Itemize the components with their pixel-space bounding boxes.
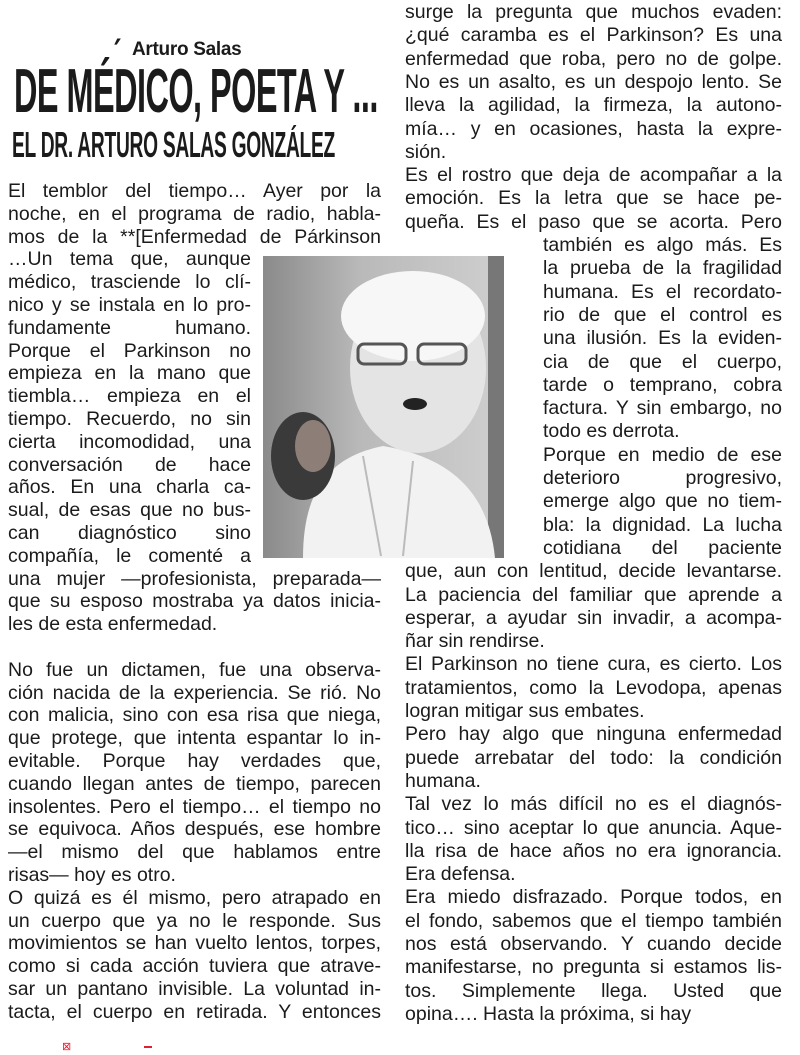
- text-line: cotidiana del paciente: [543, 536, 782, 559]
- text-line: también es algo más. Es: [543, 234, 782, 256]
- text-line: queña. Es el paso que se acorta. Pero: [405, 210, 782, 233]
- registration-mark-icon: [144, 1046, 152, 1048]
- subheadline: EL DR. ARTURO SALAS GONZÁLEZ: [12, 124, 335, 165]
- text-line: compañía, le comenté a: [8, 544, 251, 567]
- text-line: médico, trasciende lo clí-: [8, 271, 251, 294]
- text-line: conversación de hace: [8, 453, 251, 476]
- text-line: sual, de esas que no bus-: [8, 499, 251, 522]
- text-line: risas— hoy es otro.: [8, 864, 176, 886]
- text-line: Pero hay algo que ninguna enfermedad: [405, 723, 782, 746]
- text-line: rio de que el control es: [543, 303, 782, 326]
- text-line: movimientos se han vuelto lentos, torpes,: [8, 932, 381, 955]
- text-line: noche, en el programa de radio, habla-: [8, 202, 381, 225]
- text-line: —el mismo del que hablamos entre: [8, 841, 381, 864]
- text-line: la prueba de la fragilidad: [543, 257, 782, 280]
- text-line: sión.: [405, 140, 447, 163]
- text-line: años. En una charla ca-: [8, 476, 251, 499]
- text-line: que, aun con lentitud, decide levantarse.: [405, 560, 782, 583]
- text-line: No es un asalto, es un despojo lento. Se: [405, 70, 782, 93]
- text-line: con malicia, sino con esa risa que niega,: [8, 704, 381, 727]
- text-line: tiembla… empieza en el: [8, 385, 251, 408]
- text-line: El temblor del tiempo… Ayer por la: [8, 180, 381, 202]
- text-line: fundamente humano.: [8, 316, 251, 339]
- text-line: evitable. Porque hay verdades que,: [8, 750, 381, 772]
- text-line: que su esposo mostraba ya datos inicia-: [8, 590, 381, 613]
- text-line: nos está observando. Y cuando decide: [405, 933, 782, 955]
- text-line: una ilusión. Es la eviden-: [543, 327, 782, 350]
- text-line: empieza en la mano que: [8, 362, 251, 385]
- text-line: deterioro progresivo,: [543, 467, 782, 489]
- text-line: el fondo, sabemos que el tiempo también: [405, 909, 782, 932]
- text-line: les de esta enfermedad.: [8, 613, 218, 636]
- text-line: mos de la **[Enfermedad de Párkinson: [8, 225, 381, 248]
- text-line: esperar, a ayudar sin invadir, a acompa-: [405, 606, 782, 629]
- text-line: se equivoca. Años después, ese hombre: [8, 818, 381, 841]
- text-line: logran mitigar sus embates.: [405, 700, 645, 722]
- text-line: Porque el Parkinson no: [8, 339, 251, 362]
- text-line: como si cada acción tuviera que atrave-: [8, 955, 381, 978]
- text-line: Es el rostro que deja de acompañar a la: [405, 164, 782, 187]
- text-line: nico y se instala en lo pro-: [8, 294, 251, 316]
- text-line: emerge algo que no tiem-: [543, 490, 782, 513]
- text-line: surge la pregunta que muchos evaden:: [405, 1, 782, 23]
- text-line: tarde o temprano, cobra: [543, 373, 782, 396]
- text-line: puede arrebatar del todo: la condición: [405, 746, 782, 769]
- text-line: bla: la dignidad. La lucha: [543, 513, 782, 536]
- text-line: …Un tema que, aunque: [8, 248, 251, 271]
- text-line: cuando llegan antes de tiempo, parecen: [8, 772, 381, 795]
- text-line: ñar sin rendirse.: [405, 630, 545, 653]
- text-line: tiempo. Recuerdo, no sin: [8, 408, 251, 430]
- text-line: O quizá es él mismo, pero atrapado en: [8, 886, 381, 909]
- text-line: lla risa de hace años no era ignorancia.: [405, 839, 782, 862]
- text-line: La paciencia del familiar que aprende a: [405, 583, 782, 606]
- text-line: Tal vez lo más difícil no es el diagnós-: [405, 793, 782, 816]
- text-line: humana. Es el recordato-: [543, 280, 782, 303]
- byline: Arturo Salas: [132, 39, 242, 60]
- text-line: sar un pantano invisible. La voluntad in-: [8, 978, 381, 1000]
- text-line: Era miedo disfrazado. Porque todos, en: [405, 886, 782, 909]
- text-line: El Parkinson no tiene cura, es cierto. Los: [405, 653, 782, 676]
- text-line: humana.: [405, 769, 481, 792]
- text-line: insolentes. Pero el tiempo… el tiempo no: [8, 795, 381, 818]
- accent-mark: ′: [107, 34, 123, 61]
- text-line: can diagnóstico sino: [8, 522, 251, 544]
- text-line: tacta, el cuerpo en retirada. Y entonces: [8, 1000, 381, 1023]
- text-line: cia de que el cuerpo,: [543, 350, 782, 373]
- text-line: que protege, que intenta espantar lo in-: [8, 727, 381, 750]
- author-portrait-photo: [263, 256, 504, 558]
- text-line: opina…. Hasta la próxima, si hay: [405, 1002, 692, 1025]
- text-line: tico… sino aceptar lo que anuncia. Aque-: [405, 816, 782, 839]
- text-line: todo es derrota.: [543, 420, 680, 443]
- text-line: factura. Y sin embargo, no: [543, 397, 782, 420]
- text-line: [8, 636, 381, 658]
- crop-mark-icon: ⊠: [62, 1041, 72, 1053]
- text-line: manifestarse, no pregunta si estamos lis-: [405, 956, 782, 979]
- text-line: ¿qué caramba es el Parkinson? Es una: [405, 24, 782, 47]
- text-line: mía… y en ocasiones, hasta la expre-: [405, 117, 782, 140]
- text-line: tratamientos, como la Levodopa, apenas: [405, 676, 782, 699]
- text-line: una mujer —profesionista, preparada—: [8, 567, 381, 590]
- text-line: Era defensa.: [405, 863, 516, 886]
- text-line: cierta incomodidad, una: [8, 430, 251, 453]
- text-line: No fue un dictamen, fue una observa-: [8, 658, 381, 681]
- headline: DE MÉDICO, POETA Y ...: [14, 57, 378, 126]
- text-line: lleva la agilidad, la firmeza, la autono-: [405, 94, 782, 117]
- text-line: ción nacida de la experiencia. Se rió. No: [8, 681, 381, 704]
- text-line: un cuerpo que ya no le responde. Sus: [8, 909, 381, 932]
- text-line: emoción. Es la letra que se hace pe-: [405, 187, 782, 210]
- text-line: enfermedad que roba, pero no de golpe.: [405, 47, 782, 70]
- text-line: tos. Simplemente llega. Usted que: [405, 979, 782, 1002]
- text-line: Porque en medio de ese: [543, 443, 782, 466]
